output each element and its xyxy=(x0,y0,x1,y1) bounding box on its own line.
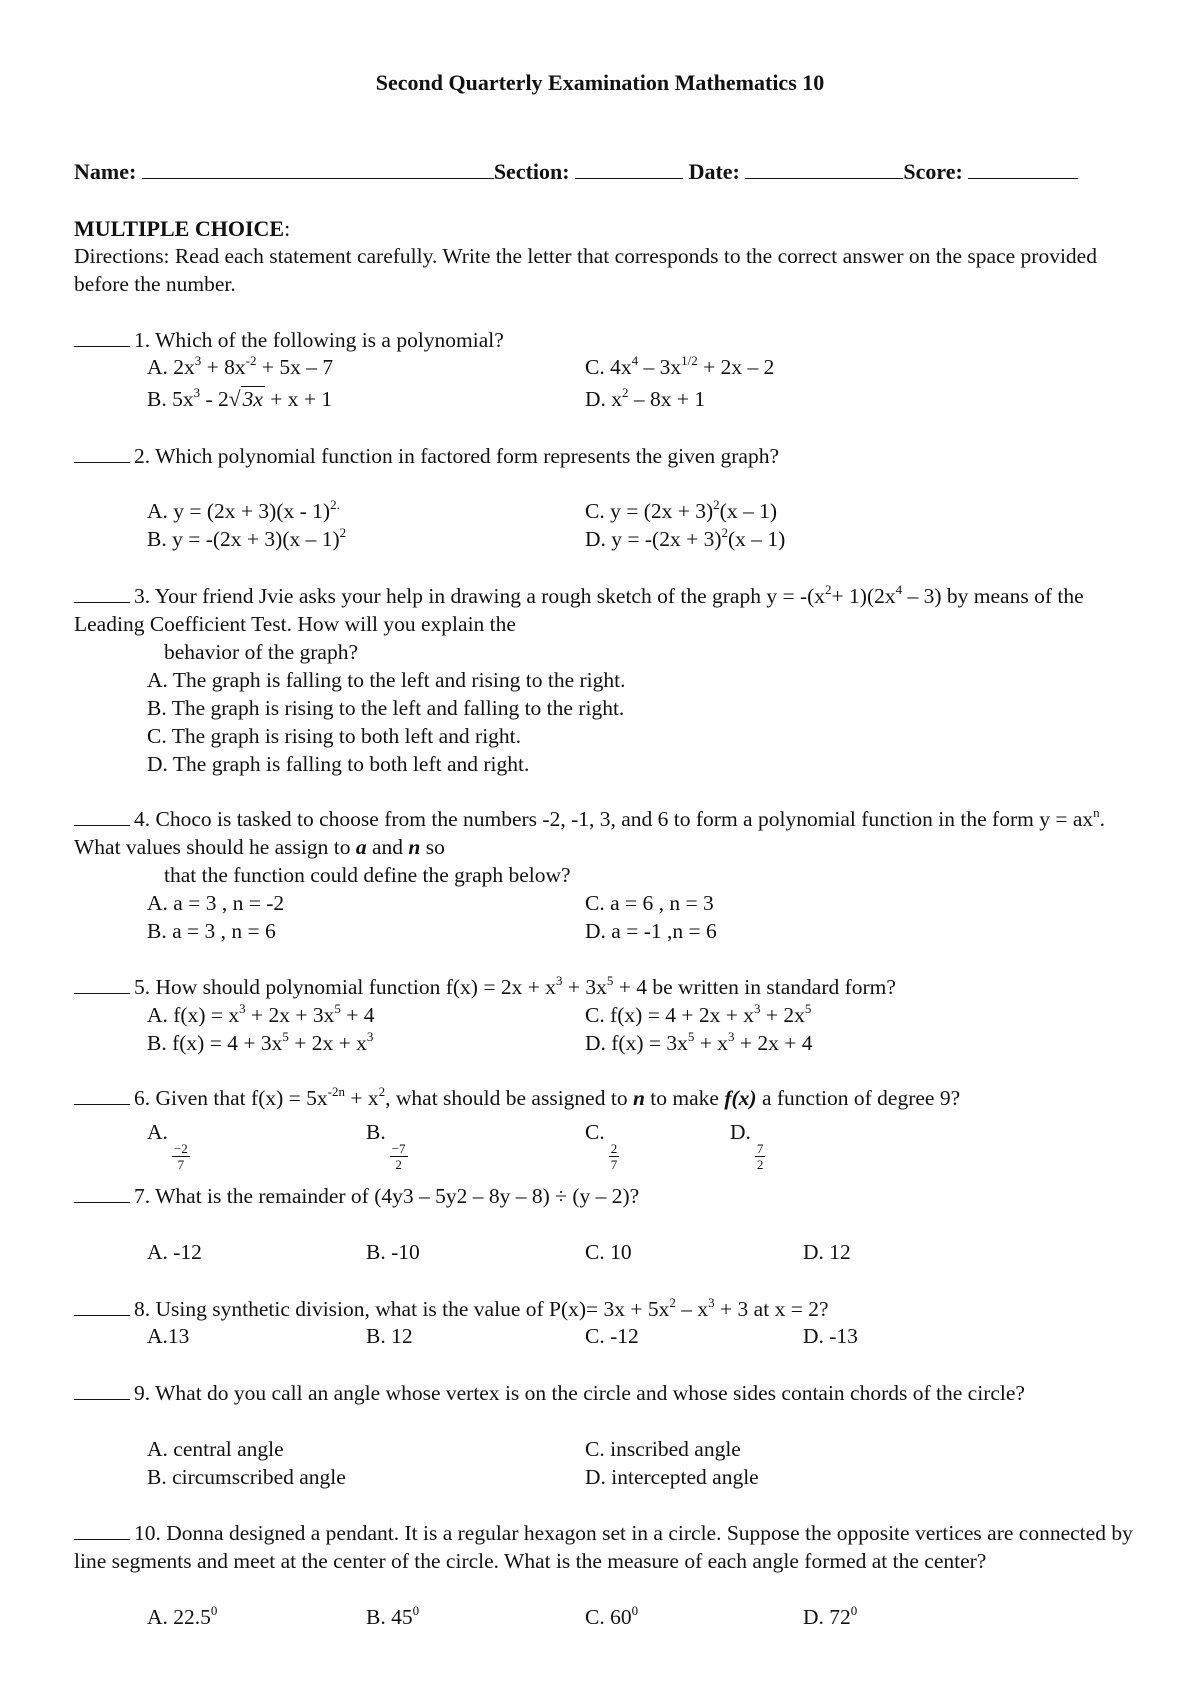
answer-blank-1[interactable] xyxy=(74,326,130,347)
question-9: 9. What do you call an angle whose vertex is on the circle and whose sides contain chords of the circle? xyxy=(74,1379,1144,1407)
q2-option-c: C. $y = (2x + 3)^2(x - 1)$ xyxy=(585,497,777,523)
q2-option-a: A. y = (2x + 3)(x - 1)$^{2.}$ xyxy=(147,497,340,523)
section-field[interactable] xyxy=(575,158,683,179)
q6-option-b: B. $\frac{-7}{2}$ xyxy=(366,1120,406,1172)
q5-option-a: A. $f(x) = x^3 + 2x + 3x^5 + 4$ xyxy=(147,1001,375,1027)
q8-option-c: C. -12 xyxy=(585,1324,639,1348)
answer-blank-3[interactable] xyxy=(74,582,130,603)
q3-option-b: B. The graph is rising to the left and falling to the right. xyxy=(147,696,625,720)
answer-blank-7[interactable] xyxy=(74,1182,130,1203)
q10-option-a: A. 22.5$^0$ xyxy=(147,1603,218,1629)
question-7: 7. What is the remainder of (4y3 – 5y2 – 8y – 8) ÷ (y – 2)? xyxy=(74,1182,1144,1210)
answer-blank-5[interactable] xyxy=(74,973,130,994)
q10-option-d: D. $72^0$ xyxy=(803,1603,858,1629)
question-1: 1. Which of the following is a polynomial? xyxy=(74,326,1144,354)
q1-option-d: D. $x^2 - 8x + 1$ xyxy=(585,385,706,411)
q10-option-c: C. $60^0$ xyxy=(585,1603,639,1629)
q8-option-a: A.13 xyxy=(147,1324,190,1348)
page-title: Second Quarterly Examination Mathematics 10 xyxy=(375,70,825,95)
q5-option-b: B. $f(x) = 4 + 3x^5 + 2x + x^3$ xyxy=(147,1029,374,1055)
answer-blank-6[interactable] xyxy=(74,1084,130,1105)
q9-option-c: C. inscribed angle xyxy=(585,1437,741,1461)
q9-option-a: A. central angle xyxy=(147,1437,284,1461)
q7-option-a: A. -12 xyxy=(147,1240,202,1264)
q4-option-b: B. a = 3 , n = 6 xyxy=(147,919,276,943)
name-field[interactable] xyxy=(142,158,494,179)
answer-blank-4[interactable] xyxy=(74,805,130,826)
q4-stem-continuation: that the function could define the graph below? xyxy=(164,863,571,887)
q6-option-a: A. $\frac{-2}{7}$ xyxy=(147,1120,188,1172)
q1-option-a: A. $2x^3 + 8x^{-2} + 5x - 7$ xyxy=(147,353,334,379)
section-heading: MULTIPLE CHOICE: xyxy=(74,216,291,241)
answer-blank-9[interactable] xyxy=(74,1379,130,1400)
q7-option-c: C. 10 xyxy=(585,1240,632,1264)
q3-option-d: D. The graph is falling to both left and right. xyxy=(147,752,530,776)
q1-option-c: C. $4x^4 - 3x^{1/2} + 2x - 2$ xyxy=(585,353,775,379)
section-label: Section: xyxy=(493,159,570,184)
date-label: Date: xyxy=(688,159,740,184)
question-10: 10. Donna designed a pendant. It is a regular hexagon set in a circle. Suppose the opposite vertices are connected by line segments and meet at the center of the circle. What is the measure of each angle formed at the center? xyxy=(74,1521,1133,1573)
score-field[interactable] xyxy=(968,158,1078,179)
q10-option-b: B. $45^0$ xyxy=(366,1603,420,1629)
q5-option-d: D. $f(x) = 3x^5 + x^3 + 2x + 4$ xyxy=(585,1029,813,1055)
question-2: 2. Which polynomial function in factored form represents the given graph? xyxy=(74,442,1144,470)
q4-option-d: D. a = -1 ,n = 6 xyxy=(585,919,717,943)
question-8: 8. Using synthetic division, what is the value of $P(x)= 3x + 5x^2 - x^3 + 3$ at x = 2? xyxy=(74,1295,1144,1323)
q6-option-c: C. $\frac{2}{7}$ xyxy=(585,1120,618,1172)
question-6: 6. Given that $f(x) = 5x^{-2n} + x^2$, what should be assigned to n to make f(x) a function of degree 9? xyxy=(74,1084,1144,1112)
q4-option-a: A. a = 3 , n = -2 xyxy=(147,891,285,915)
q4-option-c: C. a = 6 , n = 3 xyxy=(585,891,714,915)
q6-option-d: D. $\frac{7}{2}$ xyxy=(730,1120,764,1172)
q3-option-a: A. The graph is falling to the left and rising to the right. xyxy=(147,668,626,692)
q5-option-c: C. $f(x) = 4 + 2x + x^3 + 2x^5$ xyxy=(585,1001,812,1027)
answer-blank-2[interactable] xyxy=(74,442,130,463)
q9-option-d: D. intercepted angle xyxy=(585,1465,759,1489)
question-3: 3. Your friend Jvie asks your help in drawing a rough sketch of the graph $y = -(x^2+ 1)(2x^4 - 3)$ by means of the Leading Coefficient Test. How will you explain the xyxy=(74,582,1084,636)
q8-option-d: D. -13 xyxy=(803,1324,858,1348)
q7-option-b: B. -10 xyxy=(366,1240,420,1264)
question-4: 4. Choco is tasked to choose from the numbers -2, -1, 3, and 6 to form a polynomial function in the form $y = ax^n$. What values should he assign to a and n so xyxy=(74,805,1106,859)
q3-option-c: C. The graph is rising to both left and right. xyxy=(147,724,522,748)
q9-option-b: B. circumscribed angle xyxy=(147,1465,346,1489)
q8-option-b: B. 12 xyxy=(366,1324,413,1348)
student-info-line xyxy=(74,158,1126,185)
directions: Directions: Read each statement carefully. Write the letter that corresponds to the correct answer on the space provided before the number. xyxy=(74,244,1097,296)
name-label: Name: xyxy=(74,159,137,184)
q3-stem-continuation: behavior of the graph? xyxy=(164,640,359,664)
score-label: Score: xyxy=(903,159,963,184)
question-5: 5. How should polynomial function $f(x) = 2x + x^3 + 3x^5 + 4$ be written in standard form? xyxy=(74,973,1144,1001)
q2-option-d: D. $y = -(2x + 3)^2(x - 1)$ xyxy=(585,525,786,551)
answer-blank-8[interactable] xyxy=(74,1295,130,1316)
date-field[interactable] xyxy=(745,158,903,179)
answer-blank-10[interactable] xyxy=(74,1519,130,1540)
q2-option-b: B. y = -(2x + 3)(x – 1)$^2$ xyxy=(147,525,347,551)
q1-option-b: B. $5x^3 - 2√3x + x + 1$ xyxy=(147,385,333,411)
q7-option-d: D. 12 xyxy=(803,1240,851,1264)
